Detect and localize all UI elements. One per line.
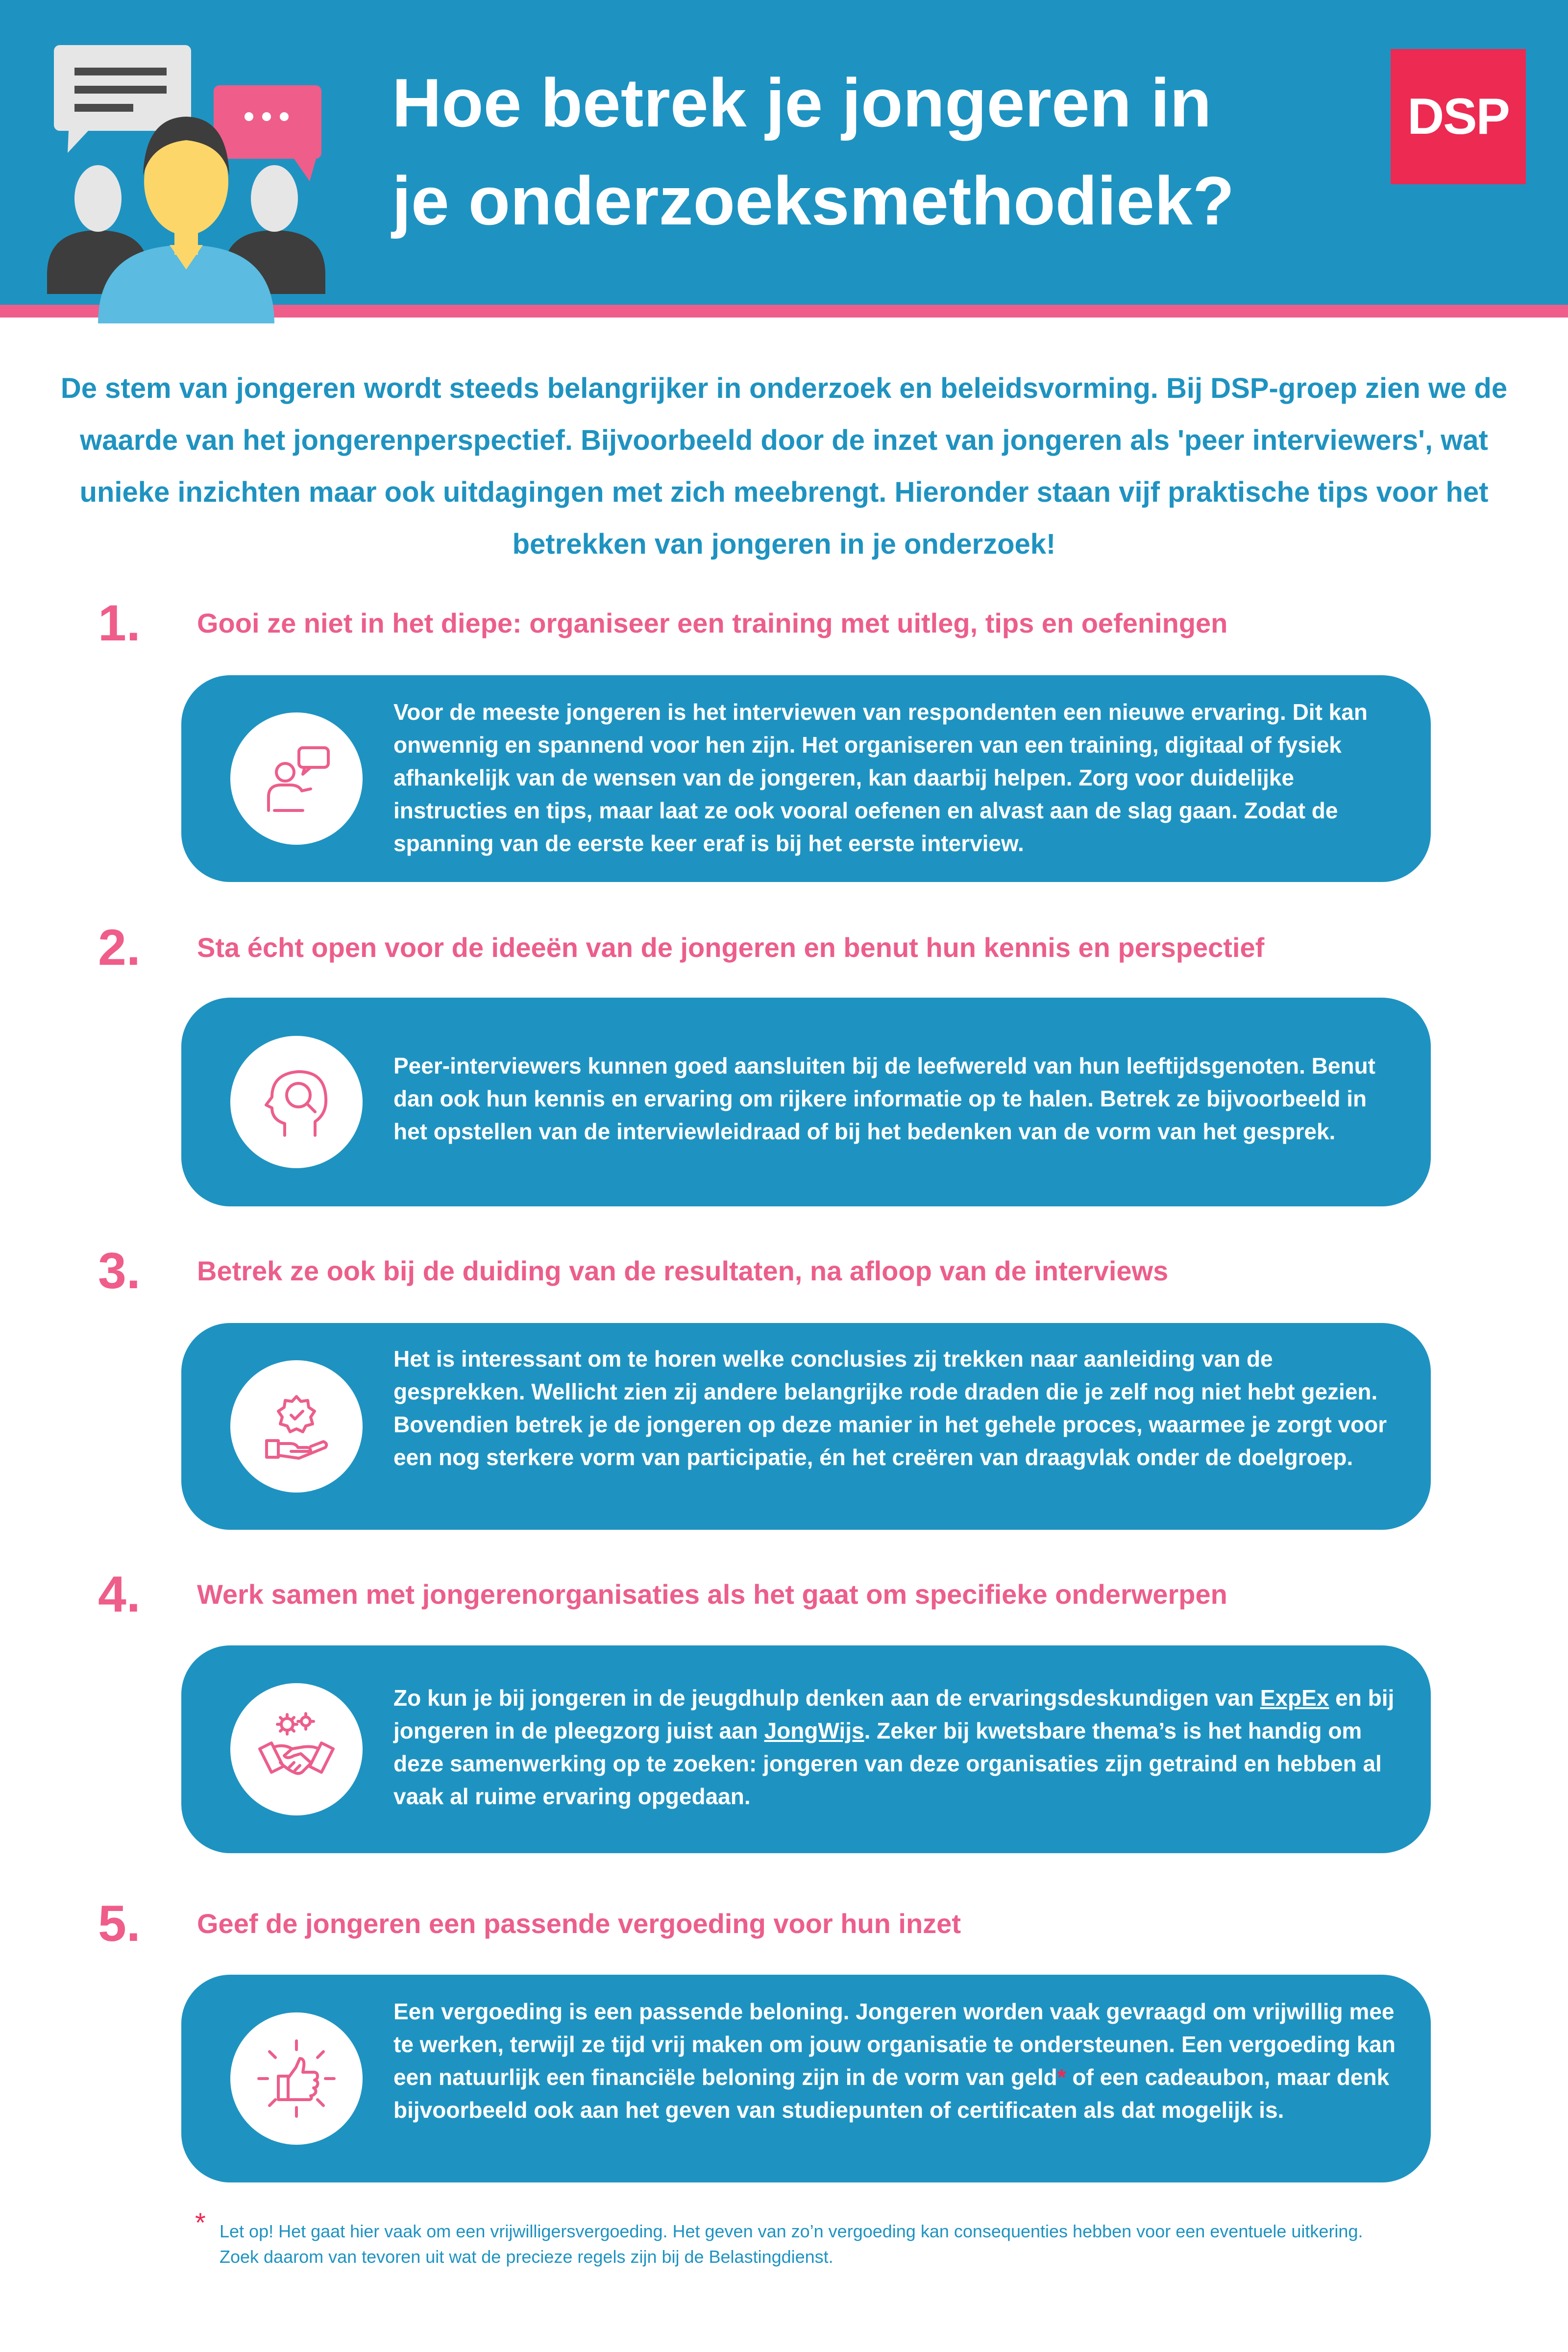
tip-4-card <box>181 1645 1431 1853</box>
tip-2-number: 2. <box>98 919 141 976</box>
footnote-asterisk: * <box>195 2207 206 2238</box>
tip-5-text-b: of een cadeaubon, maar denk bijvoorbeeld ook aan het geven van studiepunten of certificaten als dat mogelijk is. <box>393 2064 1390 2123</box>
tip-5-text-a: Een vergoeding is een passende beloning. Jongeren worden vaak gevraagd om vrijwillig mee te werken, terwijl ze tijd vrij maken om jouw organisatie te ondersteunen. Een vergoeding kan een natuurlijk een financiële beloning zijn in de vorm van geld <box>393 1999 1396 2090</box>
tip-4-text-c: . Zeker bij kwetsbare thema’s is het handig om deze samenwerking op te zoeken: jongeren van deze organisaties zijn getraind en hebben al vaak al ruime ervaring opgedaan. <box>393 1718 1382 1809</box>
tip-5-text <box>393 1995 1403 2127</box>
title-line-1: Hoe betrek je jongeren in <box>392 64 1212 141</box>
hand-badge-icon <box>260 1390 333 1463</box>
page-title <box>392 54 1323 250</box>
tip-3-number: 3. <box>98 1243 141 1299</box>
tip-5-heading: Geef de jongeren een passende vergoeding voor hun inzet <box>197 1908 961 1939</box>
title-line-2: je onderzoeksmethodiek? <box>392 162 1235 239</box>
intro-text: De stem van jongeren wordt steeds belangrijker in onderzoek en beleidsvorming. Bij DSP-groep zien we de waarde van het jongerenperspectief. Bijvoorbeeld door de inzet van jongeren als 'peer interviewers', wat unieke inzichten maar ook uitdagingen met zich meebrengt. Hieronder staan vijf praktische tips voor het betrekken van jongeren in je onderzoek! <box>60 372 1508 560</box>
handshake-gears-icon <box>255 1708 338 1791</box>
tip-3-text: Het is interessant om te horen welke conclusies zij trekken naar aanleiding van de gesprekken. Wellicht zien zij andere belangrijke rode draden die je zelf nog niet hebt gezien. Bovendien betrek je de jongeren op deze manier in het gehele proces, waarmee je zorgt voor een nog sterkere vorm van participatie, én het creëren van draagvlak onder de doelgroep. <box>393 1346 1387 1470</box>
tip-4-number: 4. <box>98 1566 141 1623</box>
thumbs-up-icon <box>255 2037 338 2120</box>
tip-4-text-b: en bij jongeren in de pleegzorg juist aan <box>393 1685 1395 1743</box>
tip-1-icon-circle <box>230 712 363 845</box>
tip-3-card <box>181 1323 1431 1530</box>
dsp-logo: DSP <box>1391 49 1526 184</box>
tip-1-card <box>181 675 1431 882</box>
head-search-icon <box>257 1063 336 1141</box>
jongwijs-link[interactable]: JongWijs <box>764 1718 864 1743</box>
people-chat-illustration <box>29 39 343 333</box>
footnote-text: Let op! Het gaat hier vaak om een vrijwilligersvergoeding. Het geven van zo’n vergoeding kan consequenties hebben voor een eventuele uitkering. Zoek daarom van tevoren uit wat de precieze regels zijn bij de Belastingdienst. <box>220 2221 1363 2267</box>
tip-2-icon-circle <box>230 1036 363 1168</box>
speaker-chat-icon <box>260 742 333 815</box>
tip-1-text: Voor de meeste jongeren is het interviewen van respondenten een nieuwe ervaring. Dit kan onwennig en spannend voor hen zijn. Het organiseren van een training, digitaal of fysiek afhankelijk van de wensen van de jongeren, kan daarbij helpen. Zorg voor duidelijke instructies en tips, maar laat ze ook vooral oefenen en alvast aan de slag gaan. Zodat de spanning van de eerste keer eraf is bij het eerste interview. <box>393 699 1368 856</box>
tip-3-icon-circle <box>230 1360 363 1493</box>
expex-link[interactable]: ExpEx <box>1260 1685 1329 1711</box>
tip-5-icon-circle <box>230 2012 363 2145</box>
tip-2-card <box>181 998 1431 1206</box>
tip-1-number: 1. <box>98 595 141 652</box>
tip-4-text-a: Zo kun je bij jongeren in de jeugdhulp denken aan de ervaringsdeskundigen van <box>393 1685 1260 1711</box>
tip-2-heading: Sta écht open voor de ideeën van de jongeren en benut hun kennis en perspectief <box>197 932 1265 963</box>
tip-4-text <box>393 1682 1403 1813</box>
tip-2-text: Peer-interviewers kunnen goed aansluiten bij de leefwereld van hun leeftijdsgenoten. Benut dan ook hun kennis en ervaring om rijkere informatie op te halen. Betrek ze bijvoorbeeld in het opstellen van de interviewleidraad of bij het bedenken van de vorm van het gesprek. <box>393 1053 1375 1144</box>
tip-5-number: 5. <box>98 1895 141 1952</box>
tip-4-icon-circle <box>230 1683 363 1815</box>
tip-4-heading: Werk samen met jongerenorganisaties als het gaat om specifieke onderwerpen <box>197 1579 1227 1610</box>
tip-1-heading: Gooi ze niet in het diepe: organiseer een training met uitleg, tips en oefeningen <box>197 608 1228 638</box>
tip-5-card <box>181 1975 1431 2182</box>
tip-3-heading: Betrek ze ook bij de duiding van de resultaten, na afloop van de interviews <box>197 1255 1169 1286</box>
footnote-marker: * <box>1057 2064 1066 2090</box>
